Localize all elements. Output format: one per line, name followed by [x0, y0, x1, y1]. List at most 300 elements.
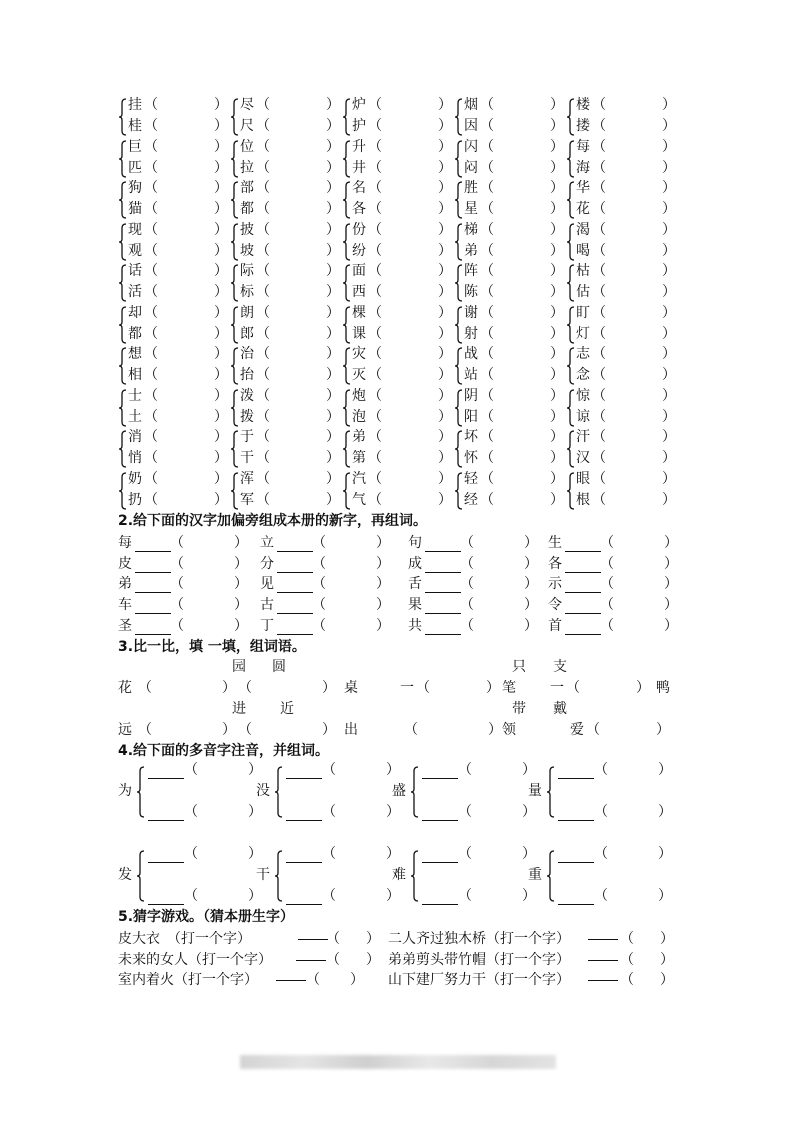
grid-paren-open[interactable]: （ — [368, 180, 382, 196]
grid-paren-close[interactable]: ） — [438, 139, 452, 155]
s5-paren-close[interactable]: ） — [366, 952, 380, 968]
grid-paren-open[interactable]: （ — [480, 139, 494, 155]
grid-paren-open[interactable]: （ — [592, 409, 606, 425]
grid-paren-close[interactable]: ） — [438, 388, 452, 404]
s2-paren-open[interactable]: （ — [600, 576, 614, 592]
grid-paren-close[interactable]: ） — [550, 243, 564, 259]
s2-blank-line[interactable] — [135, 599, 171, 614]
grid-paren-close[interactable]: ） — [326, 409, 340, 425]
s2-paren-open[interactable]: （ — [460, 556, 474, 572]
grid-paren-close[interactable]: ） — [438, 305, 452, 321]
s2-blank-line[interactable] — [277, 558, 313, 573]
s4-pinyin-blank[interactable] — [286, 764, 322, 779]
s4-paren-close[interactable]: ） — [248, 846, 262, 862]
grid-paren-open[interactable]: （ — [144, 367, 158, 383]
s2-blank-line[interactable] — [277, 537, 313, 552]
grid-paren-open[interactable]: （ — [592, 97, 606, 113]
grid-paren-close[interactable]: ） — [550, 160, 564, 176]
s3-blank-paren[interactable]: （ ） — [238, 722, 336, 738]
grid-paren-open[interactable]: （ — [592, 346, 606, 362]
s3-blank-paren[interactable]: （ ） — [404, 722, 502, 738]
s4-paren-open[interactable]: （ — [594, 888, 608, 904]
s2-paren-open[interactable]: （ — [312, 556, 326, 572]
grid-paren-open[interactable]: （ — [144, 388, 158, 404]
grid-paren-close[interactable]: ） — [438, 263, 452, 279]
s2-paren-close[interactable]: ） — [234, 576, 248, 592]
s2-paren-open[interactable]: （ — [170, 535, 184, 551]
grid-paren-close[interactable]: ） — [550, 346, 564, 362]
grid-paren-open[interactable]: （ — [256, 305, 270, 321]
s2-blank-line[interactable] — [135, 578, 171, 593]
grid-paren-open[interactable]: （ — [256, 326, 270, 342]
s4-paren-open[interactable]: （ — [594, 762, 608, 778]
grid-paren-close[interactable]: ） — [326, 139, 340, 155]
grid-paren-open[interactable]: （ — [592, 450, 606, 466]
grid-paren-open[interactable]: （ — [592, 284, 606, 300]
s3-blank-paren[interactable]: （ ） — [586, 722, 670, 738]
grid-paren-close[interactable]: ） — [662, 305, 676, 321]
grid-paren-open[interactable]: （ — [368, 201, 382, 217]
grid-paren-open[interactable]: （ — [368, 388, 382, 404]
grid-paren-close[interactable]: ） — [214, 222, 228, 238]
grid-paren-close[interactable]: ） — [214, 263, 228, 279]
s2-paren-close[interactable]: ） — [664, 556, 678, 572]
grid-paren-open[interactable]: （ — [368, 222, 382, 238]
s4-paren-open[interactable]: （ — [184, 888, 198, 904]
grid-paren-open[interactable]: （ — [480, 160, 494, 176]
s2-blank-line[interactable] — [135, 537, 171, 552]
grid-paren-open[interactable]: （ — [256, 429, 270, 445]
grid-paren-open[interactable]: （ — [480, 97, 494, 113]
grid-paren-close[interactable]: ） — [662, 367, 676, 383]
grid-paren-open[interactable]: （ — [256, 346, 270, 362]
grid-paren-close[interactable]: ） — [326, 160, 340, 176]
grid-paren-close[interactable]: ） — [662, 263, 676, 279]
s5-paren-open[interactable]: （ — [306, 972, 320, 988]
grid-paren-open[interactable]: （ — [256, 243, 270, 259]
grid-paren-close[interactable]: ） — [214, 118, 228, 134]
grid-paren-open[interactable]: （ — [144, 492, 158, 508]
grid-paren-close[interactable]: ） — [550, 388, 564, 404]
grid-paren-open[interactable]: （ — [144, 346, 158, 362]
grid-paren-open[interactable]: （ — [592, 201, 606, 217]
s4-pinyin-blank[interactable] — [558, 764, 594, 779]
grid-paren-close[interactable]: ） — [550, 139, 564, 155]
s4-paren-open[interactable]: （ — [184, 846, 198, 862]
grid-paren-open[interactable]: （ — [256, 367, 270, 383]
grid-paren-close[interactable]: ） — [326, 97, 340, 113]
s4-paren-close[interactable]: ） — [522, 804, 536, 820]
s2-paren-open[interactable]: （ — [312, 535, 326, 551]
s5-paren-close[interactable]: ） — [660, 972, 674, 988]
s4-paren-close[interactable]: ） — [248, 804, 262, 820]
s2-paren-close[interactable]: ） — [524, 597, 538, 613]
grid-paren-open[interactable]: （ — [592, 326, 606, 342]
grid-paren-open[interactable]: （ — [256, 180, 270, 196]
grid-paren-close[interactable]: ） — [214, 492, 228, 508]
grid-paren-open[interactable]: （ — [592, 243, 606, 259]
grid-paren-close[interactable]: ） — [438, 409, 452, 425]
grid-paren-close[interactable]: ） — [326, 305, 340, 321]
grid-paren-close[interactable]: ） — [550, 326, 564, 342]
s4-paren-close[interactable]: ） — [658, 888, 672, 904]
s4-paren-close[interactable]: ） — [248, 762, 262, 778]
grid-paren-open[interactable]: （ — [480, 263, 494, 279]
grid-paren-open[interactable]: （ — [256, 450, 270, 466]
grid-paren-close[interactable]: ） — [326, 326, 340, 342]
grid-paren-close[interactable]: ） — [438, 243, 452, 259]
grid-paren-close[interactable]: ） — [550, 118, 564, 134]
grid-paren-close[interactable]: ） — [214, 243, 228, 259]
grid-paren-close[interactable]: ） — [326, 201, 340, 217]
grid-paren-close[interactable]: ） — [326, 243, 340, 259]
grid-paren-open[interactable]: （ — [144, 305, 158, 321]
s5-paren-open[interactable]: （ — [326, 952, 340, 968]
grid-paren-open[interactable]: （ — [592, 471, 606, 487]
grid-paren-open[interactable]: （ — [592, 180, 606, 196]
grid-paren-close[interactable]: ） — [214, 367, 228, 383]
s2-paren-close[interactable]: ） — [664, 576, 678, 592]
grid-paren-open[interactable]: （ — [256, 492, 270, 508]
grid-paren-open[interactable]: （ — [480, 326, 494, 342]
s2-paren-close[interactable]: ） — [234, 556, 248, 572]
s3-blank-paren[interactable]: （ ） — [566, 680, 650, 696]
s2-paren-close[interactable]: ） — [234, 597, 248, 613]
grid-paren-close[interactable]: ） — [550, 492, 564, 508]
grid-paren-close[interactable]: ） — [550, 201, 564, 217]
s4-pinyin-blank[interactable] — [558, 806, 594, 821]
grid-paren-open[interactable]: （ — [480, 118, 494, 134]
grid-paren-open[interactable]: （ — [480, 305, 494, 321]
grid-paren-open[interactable]: （ — [256, 222, 270, 238]
grid-paren-close[interactable]: ） — [550, 367, 564, 383]
s4-paren-close[interactable]: ） — [658, 762, 672, 778]
grid-paren-close[interactable]: ） — [214, 284, 228, 300]
grid-paren-close[interactable]: ） — [214, 201, 228, 217]
s2-paren-close[interactable]: ） — [524, 576, 538, 592]
grid-paren-open[interactable]: （ — [144, 450, 158, 466]
grid-paren-open[interactable]: （ — [144, 284, 158, 300]
grid-paren-close[interactable]: ） — [326, 429, 340, 445]
s5-paren-open[interactable]: （ — [620, 972, 634, 988]
grid-paren-open[interactable]: （ — [480, 450, 494, 466]
s2-paren-open[interactable]: （ — [600, 618, 614, 634]
grid-paren-open[interactable]: （ — [480, 429, 494, 445]
s4-paren-close[interactable]: ） — [386, 846, 400, 862]
grid-paren-close[interactable]: ） — [662, 492, 676, 508]
grid-paren-open[interactable]: （ — [144, 243, 158, 259]
s2-paren-close[interactable]: ） — [664, 597, 678, 613]
s2-paren-close[interactable]: ） — [234, 618, 248, 634]
s4-pinyin-blank[interactable] — [148, 848, 184, 863]
grid-paren-open[interactable]: （ — [368, 97, 382, 113]
s4-pinyin-blank[interactable] — [422, 764, 458, 779]
s4-pinyin-blank[interactable] — [148, 890, 184, 905]
s4-paren-close[interactable]: ） — [658, 804, 672, 820]
grid-paren-close[interactable]: ） — [662, 429, 676, 445]
grid-paren-close[interactable]: ） — [662, 388, 676, 404]
s4-paren-open[interactable]: （ — [458, 888, 472, 904]
grid-paren-close[interactable]: ） — [662, 139, 676, 155]
grid-paren-close[interactable]: ） — [214, 346, 228, 362]
s4-paren-open[interactable]: （ — [458, 804, 472, 820]
grid-paren-close[interactable]: ） — [326, 118, 340, 134]
s2-paren-close[interactable]: ） — [664, 618, 678, 634]
grid-paren-close[interactable]: ） — [662, 118, 676, 134]
grid-paren-open[interactable]: （ — [256, 97, 270, 113]
grid-paren-close[interactable]: ） — [438, 367, 452, 383]
grid-paren-open[interactable]: （ — [256, 139, 270, 155]
s4-paren-open[interactable]: （ — [594, 804, 608, 820]
s4-pinyin-blank[interactable] — [422, 848, 458, 863]
grid-paren-open[interactable]: （ — [592, 388, 606, 404]
grid-paren-open[interactable]: （ — [480, 201, 494, 217]
grid-paren-close[interactable]: ） — [326, 450, 340, 466]
grid-paren-open[interactable]: （ — [256, 160, 270, 176]
s2-blank-line[interactable] — [425, 620, 461, 635]
grid-paren-close[interactable]: ） — [438, 180, 452, 196]
grid-paren-close[interactable]: ） — [550, 263, 564, 279]
s4-paren-open[interactable]: （ — [184, 762, 198, 778]
grid-paren-close[interactable]: ） — [214, 388, 228, 404]
grid-paren-close[interactable]: ） — [214, 409, 228, 425]
s2-paren-close[interactable]: ） — [664, 535, 678, 551]
grid-paren-close[interactable]: ） — [214, 471, 228, 487]
grid-paren-open[interactable]: （ — [592, 263, 606, 279]
s4-paren-close[interactable]: ） — [658, 846, 672, 862]
grid-paren-open[interactable]: （ — [368, 326, 382, 342]
grid-paren-close[interactable]: ） — [550, 409, 564, 425]
s2-blank-line[interactable] — [565, 620, 601, 635]
grid-paren-close[interactable]: ） — [326, 284, 340, 300]
s2-paren-open[interactable]: （ — [170, 618, 184, 634]
grid-paren-open[interactable]: （ — [480, 180, 494, 196]
grid-paren-open[interactable]: （ — [256, 471, 270, 487]
grid-paren-close[interactable]: ） — [438, 118, 452, 134]
grid-paren-close[interactable]: ） — [550, 471, 564, 487]
grid-paren-close[interactable]: ） — [662, 160, 676, 176]
s4-paren-open[interactable]: （ — [594, 846, 608, 862]
grid-paren-close[interactable]: ） — [550, 284, 564, 300]
grid-paren-close[interactable]: ） — [326, 180, 340, 196]
s4-pinyin-blank[interactable] — [148, 764, 184, 779]
s3-blank-paren[interactable]: （ ） — [138, 680, 236, 696]
grid-paren-close[interactable]: ） — [214, 180, 228, 196]
s5-paren-close[interactable]: ） — [366, 931, 380, 947]
grid-paren-close[interactable]: ） — [438, 284, 452, 300]
grid-paren-close[interactable]: ） — [214, 450, 228, 466]
grid-paren-close[interactable]: ） — [662, 284, 676, 300]
s2-paren-close[interactable]: ） — [376, 618, 390, 634]
grid-paren-open[interactable]: （ — [144, 201, 158, 217]
grid-paren-open[interactable]: （ — [368, 367, 382, 383]
grid-paren-close[interactable]: ） — [326, 346, 340, 362]
grid-paren-close[interactable]: ） — [662, 450, 676, 466]
s2-paren-close[interactable]: ） — [376, 597, 390, 613]
grid-paren-close[interactable]: ） — [326, 471, 340, 487]
s2-paren-open[interactable]: （ — [460, 576, 474, 592]
grid-paren-close[interactable]: ） — [214, 305, 228, 321]
s4-paren-close[interactable]: ） — [386, 888, 400, 904]
grid-paren-open[interactable]: （ — [368, 429, 382, 445]
grid-paren-open[interactable]: （ — [144, 409, 158, 425]
s4-paren-close[interactable]: ） — [522, 888, 536, 904]
grid-paren-open[interactable]: （ — [144, 97, 158, 113]
grid-paren-open[interactable]: （ — [368, 471, 382, 487]
s3-blank-paren[interactable]: （ ） — [238, 680, 336, 696]
grid-paren-close[interactable]: ） — [438, 201, 452, 217]
s3-blank-paren[interactable]: （ ） — [138, 722, 236, 738]
s4-paren-open[interactable]: （ — [184, 804, 198, 820]
s4-paren-open[interactable]: （ — [322, 762, 336, 778]
s4-paren-open[interactable]: （ — [458, 762, 472, 778]
grid-paren-open[interactable]: （ — [592, 139, 606, 155]
grid-paren-open[interactable]: （ — [592, 222, 606, 238]
grid-paren-close[interactable]: ） — [662, 346, 676, 362]
s4-pinyin-blank[interactable] — [558, 890, 594, 905]
grid-paren-open[interactable]: （ — [368, 118, 382, 134]
s5-paren-close[interactable]: ） — [350, 972, 364, 988]
s2-paren-open[interactable]: （ — [460, 618, 474, 634]
s2-blank-line[interactable] — [565, 558, 601, 573]
grid-paren-open[interactable]: （ — [256, 118, 270, 134]
grid-paren-open[interactable]: （ — [144, 429, 158, 445]
s2-blank-line[interactable] — [425, 578, 461, 593]
s2-paren-close[interactable]: ） — [234, 535, 248, 551]
grid-paren-close[interactable]: ） — [662, 180, 676, 196]
grid-paren-open[interactable]: （ — [144, 118, 158, 134]
grid-paren-close[interactable]: ） — [214, 160, 228, 176]
s2-paren-close[interactable]: ） — [524, 556, 538, 572]
grid-paren-close[interactable]: ） — [662, 326, 676, 342]
grid-paren-close[interactable]: ） — [438, 97, 452, 113]
s2-blank-line[interactable] — [277, 599, 313, 614]
grid-paren-open[interactable]: （ — [368, 346, 382, 362]
grid-paren-open[interactable]: （ — [368, 450, 382, 466]
s2-paren-open[interactable]: （ — [312, 618, 326, 634]
grid-paren-open[interactable]: （ — [368, 492, 382, 508]
s2-blank-line[interactable] — [565, 537, 601, 552]
grid-paren-close[interactable]: ） — [550, 450, 564, 466]
grid-paren-open[interactable]: （ — [592, 492, 606, 508]
grid-paren-open[interactable]: （ — [368, 139, 382, 155]
s2-paren-open[interactable]: （ — [170, 556, 184, 572]
grid-paren-open[interactable]: （ — [144, 326, 158, 342]
s4-paren-close[interactable]: ） — [522, 762, 536, 778]
grid-paren-open[interactable]: （ — [480, 471, 494, 487]
grid-paren-close[interactable]: ） — [662, 201, 676, 217]
grid-paren-open[interactable]: （ — [144, 471, 158, 487]
s4-paren-close[interactable]: ） — [522, 846, 536, 862]
s4-pinyin-blank[interactable] — [148, 806, 184, 821]
grid-paren-close[interactable]: ） — [438, 492, 452, 508]
s4-paren-close[interactable]: ） — [248, 888, 262, 904]
grid-paren-open[interactable]: （ — [256, 263, 270, 279]
grid-paren-open[interactable]: （ — [480, 243, 494, 259]
s2-blank-line[interactable] — [425, 558, 461, 573]
grid-paren-open[interactable]: （ — [144, 263, 158, 279]
s4-pinyin-blank[interactable] — [558, 848, 594, 863]
s2-paren-open[interactable]: （ — [460, 597, 474, 613]
grid-paren-open[interactable]: （ — [368, 243, 382, 259]
grid-paren-close[interactable]: ） — [550, 305, 564, 321]
s4-paren-close[interactable]: ） — [386, 804, 400, 820]
grid-paren-open[interactable]: （ — [480, 222, 494, 238]
s4-pinyin-blank[interactable] — [422, 890, 458, 905]
s2-paren-open[interactable]: （ — [312, 597, 326, 613]
grid-paren-open[interactable]: （ — [480, 284, 494, 300]
grid-paren-close[interactable]: ） — [326, 388, 340, 404]
s5-paren-open[interactable]: （ — [326, 931, 340, 947]
grid-paren-close[interactable]: ） — [214, 97, 228, 113]
s3-blank-paren[interactable]: （ ） — [416, 680, 500, 696]
grid-paren-close[interactable]: ） — [662, 97, 676, 113]
grid-paren-open[interactable]: （ — [480, 388, 494, 404]
grid-paren-open[interactable]: （ — [592, 160, 606, 176]
grid-paren-close[interactable]: ） — [550, 180, 564, 196]
s2-paren-open[interactable]: （ — [600, 597, 614, 613]
grid-paren-close[interactable]: ） — [326, 263, 340, 279]
grid-paren-close[interactable]: ） — [214, 326, 228, 342]
s4-pinyin-blank[interactable] — [286, 806, 322, 821]
grid-paren-open[interactable]: （ — [592, 305, 606, 321]
s2-paren-close[interactable]: ） — [376, 535, 390, 551]
s5-paren-open[interactable]: （ — [620, 952, 634, 968]
grid-paren-close[interactable]: ） — [662, 222, 676, 238]
s2-blank-line[interactable] — [277, 578, 313, 593]
s2-paren-close[interactable]: ） — [524, 535, 538, 551]
s2-paren-open[interactable]: （ — [170, 576, 184, 592]
s2-blank-line[interactable] — [565, 599, 601, 614]
grid-paren-open[interactable]: （ — [480, 367, 494, 383]
grid-paren-open[interactable]: （ — [368, 305, 382, 321]
s4-pinyin-blank[interactable] — [286, 890, 322, 905]
s4-paren-open[interactable]: （ — [458, 846, 472, 862]
grid-paren-close[interactable]: ） — [438, 450, 452, 466]
grid-paren-close[interactable]: ） — [438, 160, 452, 176]
s5-paren-close[interactable]: ） — [660, 931, 674, 947]
grid-paren-open[interactable]: （ — [368, 284, 382, 300]
grid-paren-close[interactable]: ） — [550, 222, 564, 238]
s2-paren-open[interactable]: （ — [600, 556, 614, 572]
s2-blank-line[interactable] — [425, 599, 461, 614]
grid-paren-close[interactable]: ） — [662, 243, 676, 259]
s2-paren-close[interactable]: ） — [524, 618, 538, 634]
grid-paren-open[interactable]: （ — [592, 429, 606, 445]
grid-paren-open[interactable]: （ — [480, 409, 494, 425]
grid-paren-close[interactable]: ） — [438, 471, 452, 487]
grid-paren-close[interactable]: ） — [662, 409, 676, 425]
grid-paren-close[interactable]: ） — [214, 429, 228, 445]
s2-paren-open[interactable]: （ — [170, 597, 184, 613]
grid-paren-open[interactable]: （ — [480, 492, 494, 508]
s4-paren-open[interactable]: （ — [322, 888, 336, 904]
grid-paren-open[interactable]: （ — [368, 409, 382, 425]
grid-paren-close[interactable]: ） — [438, 346, 452, 362]
s2-blank-line[interactable] — [135, 620, 171, 635]
grid-paren-close[interactable]: ） — [550, 429, 564, 445]
s4-paren-open[interactable]: （ — [322, 804, 336, 820]
grid-paren-close[interactable]: ） — [214, 139, 228, 155]
s2-paren-close[interactable]: ） — [376, 576, 390, 592]
s2-blank-line[interactable] — [135, 558, 171, 573]
grid-paren-close[interactable]: ） — [438, 326, 452, 342]
grid-paren-open[interactable]: （ — [144, 139, 158, 155]
grid-paren-open[interactable]: （ — [144, 222, 158, 238]
s5-paren-open[interactable]: （ — [620, 931, 634, 947]
s2-blank-line[interactable] — [277, 620, 313, 635]
s2-blank-line[interactable] — [565, 578, 601, 593]
